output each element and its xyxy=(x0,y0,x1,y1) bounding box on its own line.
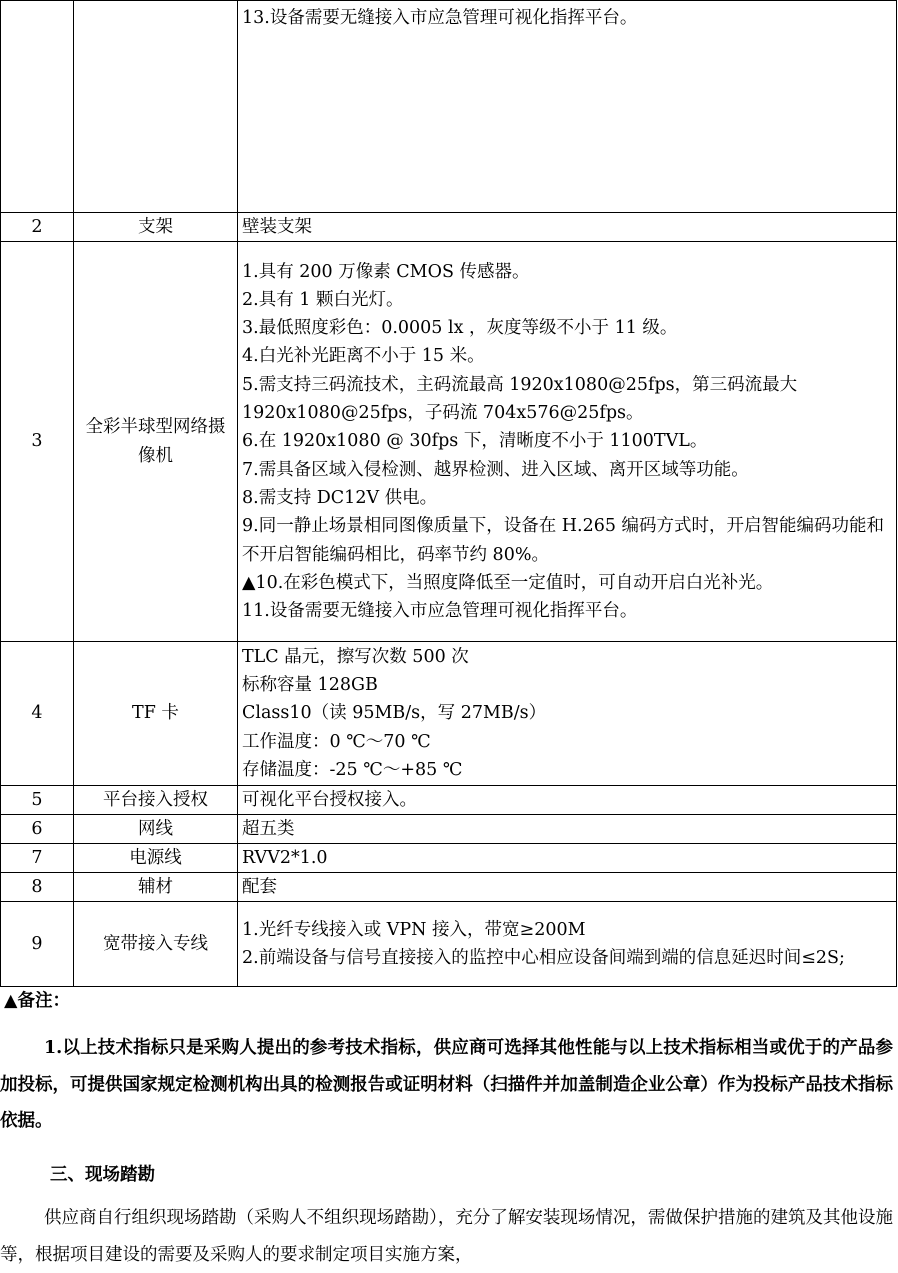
spec-line: 存储温度：-25 ℃～+85 ℃ xyxy=(242,759,463,780)
row-number: 6 xyxy=(1,815,74,844)
table-row xyxy=(1,1,897,213)
spec-line: 11.设备需要无缝接入市应急管理可视化指挥平台。 xyxy=(242,601,638,622)
item-name: 支架 xyxy=(74,213,238,242)
table-row xyxy=(1,242,897,642)
item-name: 电源线 xyxy=(74,844,238,873)
row-number: 9 xyxy=(1,902,74,987)
item-name: 网线 xyxy=(74,815,238,844)
notes-title: ▲备注： xyxy=(4,991,70,1011)
spec-line: 可视化平台授权接入。 xyxy=(242,789,417,810)
spec-line: TLC 晶元，擦写次数 500 次 xyxy=(242,646,469,667)
item-name: 全彩半球型网络摄像机 xyxy=(74,242,238,642)
item-name: 辅材 xyxy=(74,873,238,902)
row-number: 3 xyxy=(1,242,74,642)
spec-line: 13.设备需要无缝接入市应急管理可视化指挥平台。 xyxy=(242,8,638,28)
item-name: TF 卡 xyxy=(74,642,238,786)
spec-line: 1.具有 200 万像素 CMOS 传感器。 xyxy=(242,261,530,282)
spec-line: 标称容量 128GB xyxy=(242,675,378,696)
row-number: 8 xyxy=(1,873,74,902)
item-spec xyxy=(238,213,897,242)
item-spec xyxy=(238,1,897,213)
spec-line: 4.白光补光距离不小于 15 米。 xyxy=(242,346,485,367)
item-spec xyxy=(238,844,897,873)
table-row xyxy=(1,902,897,987)
row-number xyxy=(1,1,74,213)
spec-line: RVV2*1.0 xyxy=(242,847,328,868)
spec-line: 超五类 xyxy=(242,818,295,839)
table-row xyxy=(1,873,897,902)
item-name: 宽带接入专线 xyxy=(74,902,238,987)
item-name xyxy=(74,1,238,213)
item-name: 平台接入授权 xyxy=(74,786,238,815)
spec-line: 9.同一静止场景相同图像质量下，设备在 H.265 编码方式时，开启智能编码功能和不开启智能编码相比，码率节约 80%。 xyxy=(242,516,885,565)
item-spec xyxy=(238,786,897,815)
row-number: 2 xyxy=(1,213,74,242)
spec-line: 2.前端设备与信号直接接入的监控中心相应设备间端到端的信息延迟时间≤2S; xyxy=(242,948,845,968)
spec-line: 3.最低照度彩色：0.0005 lx ，灰度等级不小于 11 级。 xyxy=(242,318,678,339)
spec-line: 1.光纤专线接入或 VPN 接入，带宽≥200M xyxy=(242,919,586,940)
item-spec xyxy=(238,242,897,642)
section-title: 三、现场踏勘 xyxy=(50,1165,155,1185)
spec-line: 7.需具备区域入侵检测、越界检测、进入区域、离开区域等功能。 xyxy=(242,459,749,480)
item-spec xyxy=(238,642,897,786)
spec-line: ▲10.在彩色模式下，当照度降低至一定值时，可自动开启白光补光。 xyxy=(242,572,774,593)
spec-line: 6.在 1920x1080 @ 30fps 下，清晰度不小于 1100TVL。 xyxy=(242,431,708,452)
spec-line: 2.具有 1 颗白光灯。 xyxy=(242,289,404,310)
spec-line: 8.需支持 DC12V 供电。 xyxy=(242,487,438,508)
table-row xyxy=(1,815,897,844)
spec-line: 壁装支架 xyxy=(242,216,312,237)
row-number: 7 xyxy=(1,844,74,873)
spec-line: 配套 xyxy=(242,876,277,897)
spec-line: Class10（读 95MB/s，写 27MB/s） xyxy=(242,703,547,724)
table-row xyxy=(1,213,897,242)
table-row xyxy=(1,844,897,873)
notes-paragraph: 1.以上技术指标只是采购人提出的参考技术指标，供应商可选择其他性能与以上技术指标相当或优于的产品参加投标，可提供国家规定检测机构出具的检测报告或证明材料（扫描件并加盖制造企业公章）作为投标产品技术指标依据。 xyxy=(0,1038,893,1131)
table-row xyxy=(1,786,897,815)
item-spec xyxy=(238,873,897,902)
section-paragraph: 供应商自行组织现场踏勘（采购人不组织现场踏勘），充分了解安装现场情况，需做保护措施的建筑及其他设施等，根据项目建设的需要及采购人的要求制定项目实施方案， xyxy=(0,1208,893,1265)
item-spec xyxy=(238,902,897,987)
spec-line: 5.需支持三码流技术，主码流最高 1920x1080@25fps，第三码流最大 1920x1080@25fps，子码流 704x576@25fps。 xyxy=(242,374,798,424)
row-number: 4 xyxy=(1,642,74,786)
row-number: 5 xyxy=(1,786,74,815)
spec-line: 工作温度：0 ℃～70 ℃ xyxy=(242,731,431,752)
item-spec xyxy=(238,815,897,844)
table-row xyxy=(1,642,897,786)
